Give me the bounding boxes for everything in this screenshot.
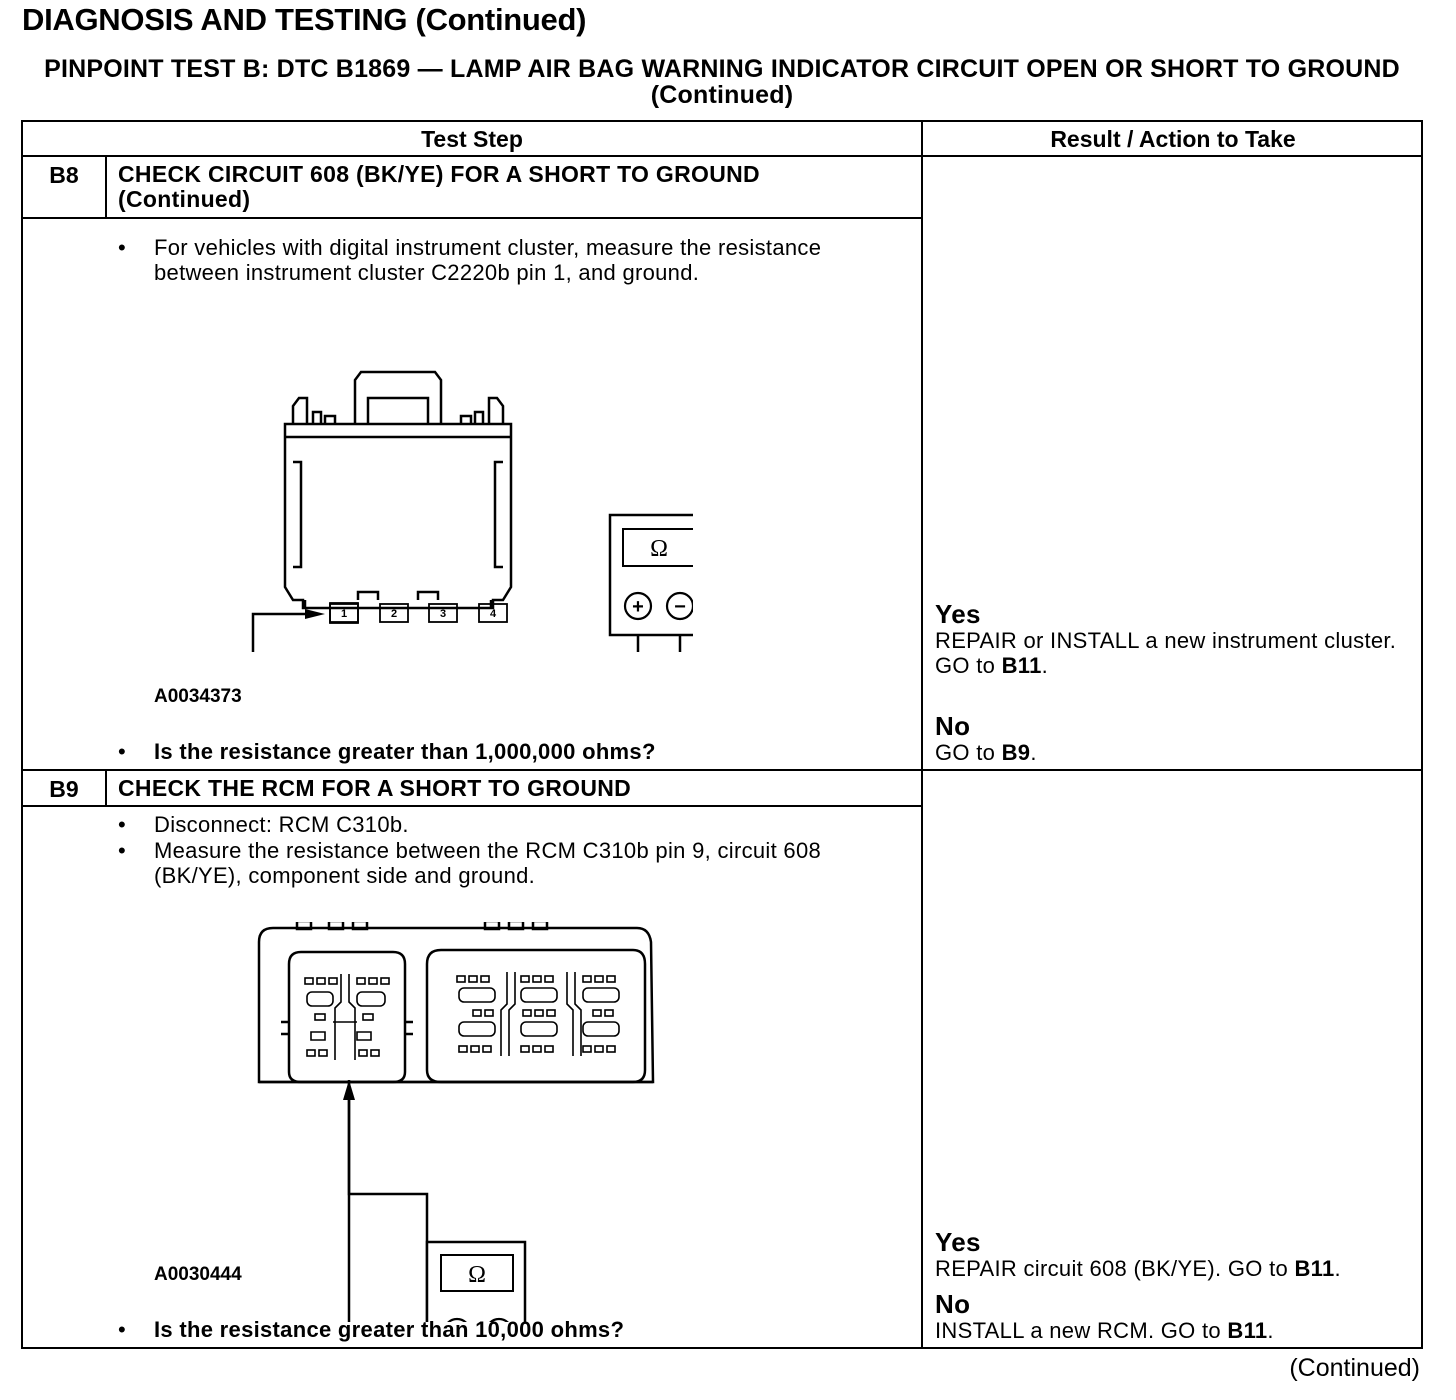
- b9-no-goto-link[interactable]: B11: [1227, 1318, 1268, 1343]
- ohm-symbol-icon: Ω: [650, 536, 668, 562]
- b9-yes-action: REPAIR circuit 608 (BK/YE). GO to: [935, 1256, 1295, 1281]
- connector-c310b: [289, 952, 405, 1082]
- continued-note: (Continued): [1289, 1354, 1420, 1382]
- b8-question-text: Is the resistance greater than 1,000,000 ohms?: [154, 739, 656, 764]
- period: .: [1267, 1318, 1274, 1343]
- b9-ohmmeter: [427, 1242, 525, 1322]
- no-label: No: [935, 1289, 971, 1319]
- b9-instruction-2: [118, 838, 874, 888]
- b9-probe-wires: [349, 1080, 427, 1322]
- probe-arrow-icon: [305, 609, 325, 619]
- b8-id-divider: [105, 157, 107, 219]
- b9-instruction-1: [118, 812, 874, 837]
- page-title: DIAGNOSIS AND TESTING (Continued): [22, 2, 587, 37]
- pin-number: 4: [489, 608, 497, 620]
- b9-rcm-diagram: [253, 922, 693, 1322]
- b8-result-no: [935, 712, 1405, 765]
- step-title-b8: CHECK CIRCUIT 608 (BK/YE) FOR A SHORT TO GROUND (Continued): [118, 161, 760, 212]
- bullet-icon: •: [118, 812, 127, 837]
- period: .: [1041, 653, 1049, 678]
- step-title-b9: CHECK THE RCM FOR A SHORT TO GROUND: [118, 775, 632, 801]
- pin-number: 2: [390, 608, 398, 620]
- pinpoint-test-table: [21, 120, 1423, 1349]
- b8-question: [118, 739, 894, 764]
- b9-title-divider: [23, 805, 921, 807]
- header-test-step: Test Step: [421, 126, 523, 152]
- bullet-icon: •: [118, 1317, 127, 1342]
- b9-result-no: [935, 1290, 1415, 1343]
- b8-figure-code: A0034373: [154, 686, 242, 707]
- b9-result-yes: [935, 1228, 1415, 1281]
- plus-terminal-icon: +: [632, 596, 644, 618]
- b8-instruction-text: For vehicles with digital instrument cluster, measure the resistance between instrument cluster C2220b pin 1, and ground.: [154, 235, 822, 285]
- b9-positive-lead: [349, 1080, 427, 1322]
- no-label: No: [935, 711, 971, 741]
- b9-no-action: INSTALL a new RCM. GO to: [935, 1318, 1228, 1343]
- row-divider: [23, 769, 1423, 771]
- b8-yes-action: REPAIR or INSTALL a new instrument cluster. GO to: [935, 628, 1397, 678]
- b8-instruction: [118, 235, 874, 285]
- step-id-b9: B9: [49, 776, 79, 802]
- pin-number: 3: [439, 608, 447, 620]
- bullet-icon: •: [118, 838, 127, 863]
- connector-body: [285, 424, 511, 608]
- bullet-icon: •: [118, 235, 127, 260]
- b9-instruction-2-text: Measure the resistance between the RCM C310b pin 9, circuit 608 (BK/YE), component side and ground.: [154, 838, 822, 888]
- step-id-b8: B8: [49, 162, 79, 188]
- header-result-action: Result / Action to Take: [1050, 126, 1296, 152]
- b9-question-text: Is the resistance greater than 10,000 ohms?: [154, 1317, 625, 1342]
- column-divider: [921, 122, 923, 1349]
- ohmmeter: [610, 515, 693, 635]
- yes-label: Yes: [935, 1227, 981, 1257]
- bullet-icon: •: [118, 739, 127, 764]
- b8-title-divider: [23, 217, 921, 219]
- period: .: [1334, 1256, 1341, 1281]
- b9-question: [118, 1317, 894, 1342]
- b8-result-yes: [935, 600, 1405, 678]
- b8-no-action: GO to: [935, 740, 1002, 765]
- b8-no-goto-link[interactable]: B9: [1001, 740, 1031, 765]
- yes-label: Yes: [935, 599, 981, 629]
- b9-yes-goto-link[interactable]: B11: [1294, 1256, 1335, 1281]
- pin-number: 1: [340, 608, 348, 620]
- b8-yes-goto-link[interactable]: B11: [1001, 653, 1042, 678]
- b9-id-divider: [105, 771, 107, 807]
- b9-figure-code: A0030444: [154, 1264, 242, 1285]
- period: .: [1030, 740, 1037, 765]
- ohm-symbol-icon: Ω: [468, 1262, 486, 1288]
- b8-connector-diagram: [213, 362, 693, 652]
- rcm-terminals: [305, 972, 619, 1060]
- pinpoint-test-title: PINPOINT TEST B: DTC B1869 — LAMP AIR BAG WARNING INDICATOR CIRCUIT OPEN OR SHORT TO GROUND (Continued): [44, 55, 1400, 109]
- minus-terminal-icon: −: [674, 596, 686, 618]
- b9-instruction-1-text: Disconnect: RCM C310b.: [154, 812, 409, 837]
